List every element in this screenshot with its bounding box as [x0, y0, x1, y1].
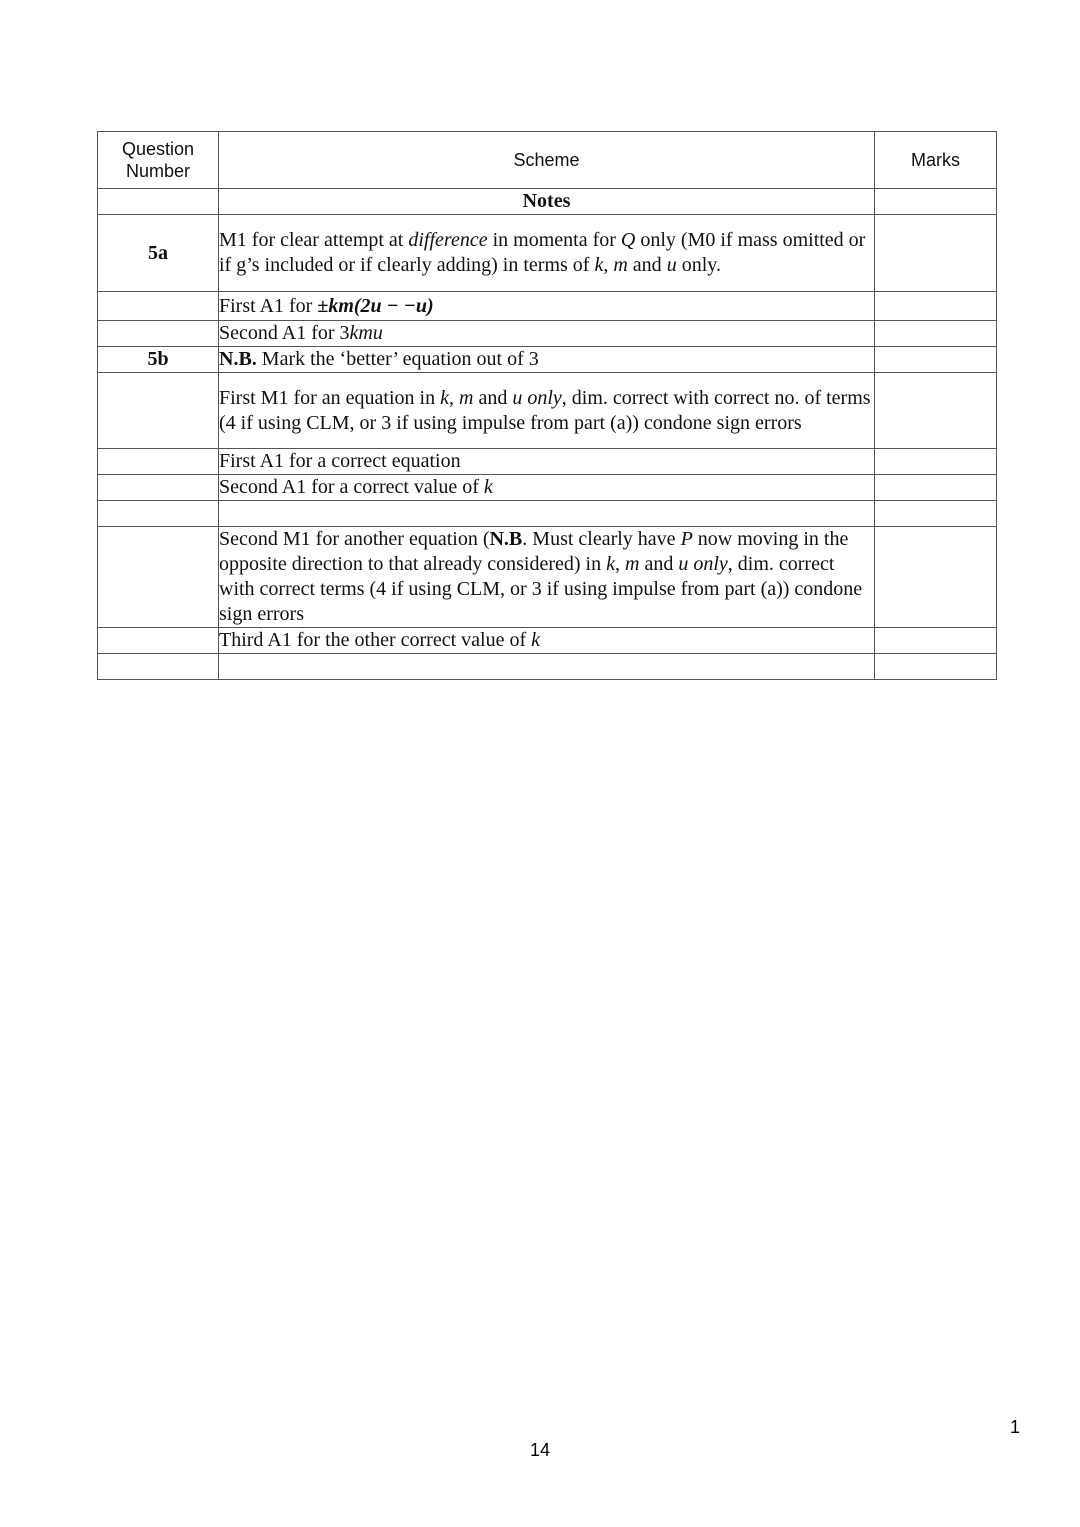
notes-title: Notes [219, 189, 875, 215]
corner-page-number: 1 [1010, 1417, 1021, 1437]
table-row [98, 527, 997, 628]
table-row [98, 475, 997, 501]
marks-header: Marks [875, 132, 997, 189]
note-second-a1-5a: Second A1 for 3kmu [219, 321, 875, 347]
note-second-m1-5b: Second M1 for another equation (N.B. Must clearly have P now moving in the opposite direction to that already considered) in k, m and u only, dim. correct with correct terms (4 if using CLM, or 3 if using impulse from part (a)) condone sign errors [219, 527, 875, 628]
note-first-m1-5b: First M1 for an equation in k, m and u only, dim. correct with correct no. of terms (4 if using CLM, or 3 if using impulse from part (a)) condone sign errors [219, 373, 875, 449]
note-m1-5a: M1 for clear attempt at difference in momenta for Q only (M0 if mass omitted or if g’s included or if clearly adding) in terms of k, m and u only. [219, 215, 875, 292]
scheme-header: Scheme [219, 132, 875, 189]
mark-scheme-table [97, 131, 997, 680]
empty-row [98, 501, 997, 527]
note-first-a1-5b: First A1 for a correct equation [219, 449, 875, 475]
table-row [98, 449, 997, 475]
note-nb-5b: N.B. Mark the ‘better’ equation out of 3 [219, 347, 875, 373]
note-third-a1-5b: Third A1 for the other correct value of k [219, 628, 875, 654]
table-row [98, 215, 997, 292]
table-header-row [98, 132, 997, 189]
momentum-expression: ±km(2u − −u) [317, 294, 434, 317]
page-number: 14 [529, 1440, 551, 1460]
empty-row [98, 654, 997, 680]
note-second-a1-5b: Second A1 for a correct value of k [219, 475, 875, 501]
question-5b: 5b [98, 347, 219, 373]
table-row [98, 628, 997, 654]
table-row [98, 292, 997, 321]
table-row [98, 347, 997, 373]
question-5a: 5a [98, 215, 219, 292]
note-first-a1-5a: First A1 for ±km(2u − −u) [219, 292, 875, 321]
question-number-header: Question Number [98, 132, 219, 189]
table-row [98, 373, 997, 449]
table-row [98, 321, 997, 347]
notes-title-row [98, 189, 997, 215]
